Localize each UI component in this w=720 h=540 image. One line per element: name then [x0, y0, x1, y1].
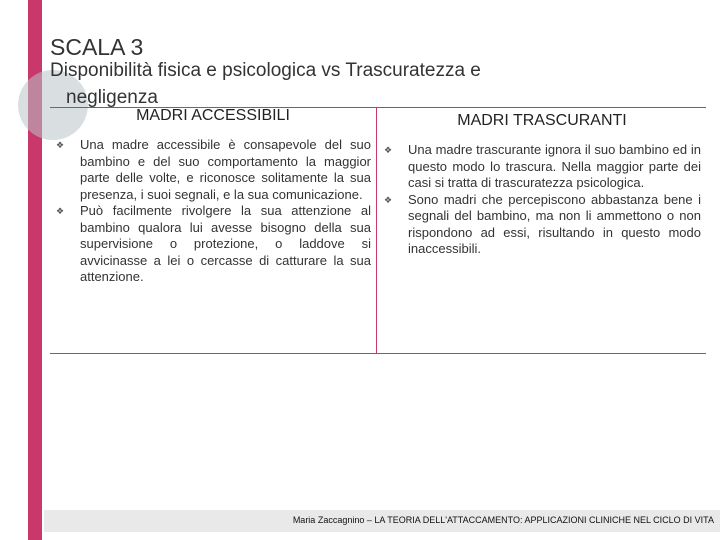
footer-bar — [44, 510, 720, 532]
diamond-bullet-icon: ❖ — [56, 140, 65, 150]
column-madri-accessibili — [50, 108, 377, 353]
title-line-2: negligenza — [66, 87, 158, 108]
list-item — [378, 192, 706, 258]
slide-title — [50, 57, 690, 111]
list-item-text: Una madre trascurante ignora il suo bambino ed in questo modo lo trascura. Nella maggior parte dei casi si tratta di trascuratezza psicologica. — [408, 142, 701, 190]
slide-label: SCALA 3 — [50, 34, 144, 60]
list-item-text: Sono madri che percepiscono abbastanza bene i segnali del bambino, ma non li ammettono o non rispondono ad essi, risultando in questo modo inaccessibili. — [408, 191, 701, 256]
column-madri-trascuranti — [378, 108, 706, 353]
list-item-text: Una madre accessibile è consapevole del suo bambino e del suo comportamento la maggior parte delle volte, e riconosce solitamente la sua presenza, i suoi segnali, e la sua comunicazione. — [80, 137, 371, 202]
diamond-bullet-icon: ❖ — [384, 194, 393, 205]
footer-text: Maria Zaccagnino – LA TEORIA DELL'ATTACCAMENTO: APPLICAZIONI CLINICHE NEL CICLO DI VITA — [292, 515, 714, 525]
list-item — [50, 203, 376, 286]
point-list — [378, 142, 706, 258]
comparison-table — [50, 107, 706, 354]
title-line-1: Disponibilità fisica e psicologica vs Trascuratezza e — [50, 60, 481, 81]
column-header: MADRI ACCESSIBILI — [136, 107, 290, 124]
diamond-bullet-icon: ❖ — [384, 145, 393, 155]
column-header: MADRI TRASCURANTI — [457, 112, 627, 129]
point-list — [50, 137, 376, 286]
diamond-bullet-icon: ❖ — [56, 206, 65, 216]
list-item — [378, 142, 706, 192]
list-item-text: Può facilmente rivolgere la sua attenzione al bambino qualora lui avesse bisogno della sua supervisione o protezione, o laddove si avvicinasse a lei o cercasse di catturare la sua attenzione. — [80, 203, 371, 284]
list-item — [50, 137, 376, 203]
